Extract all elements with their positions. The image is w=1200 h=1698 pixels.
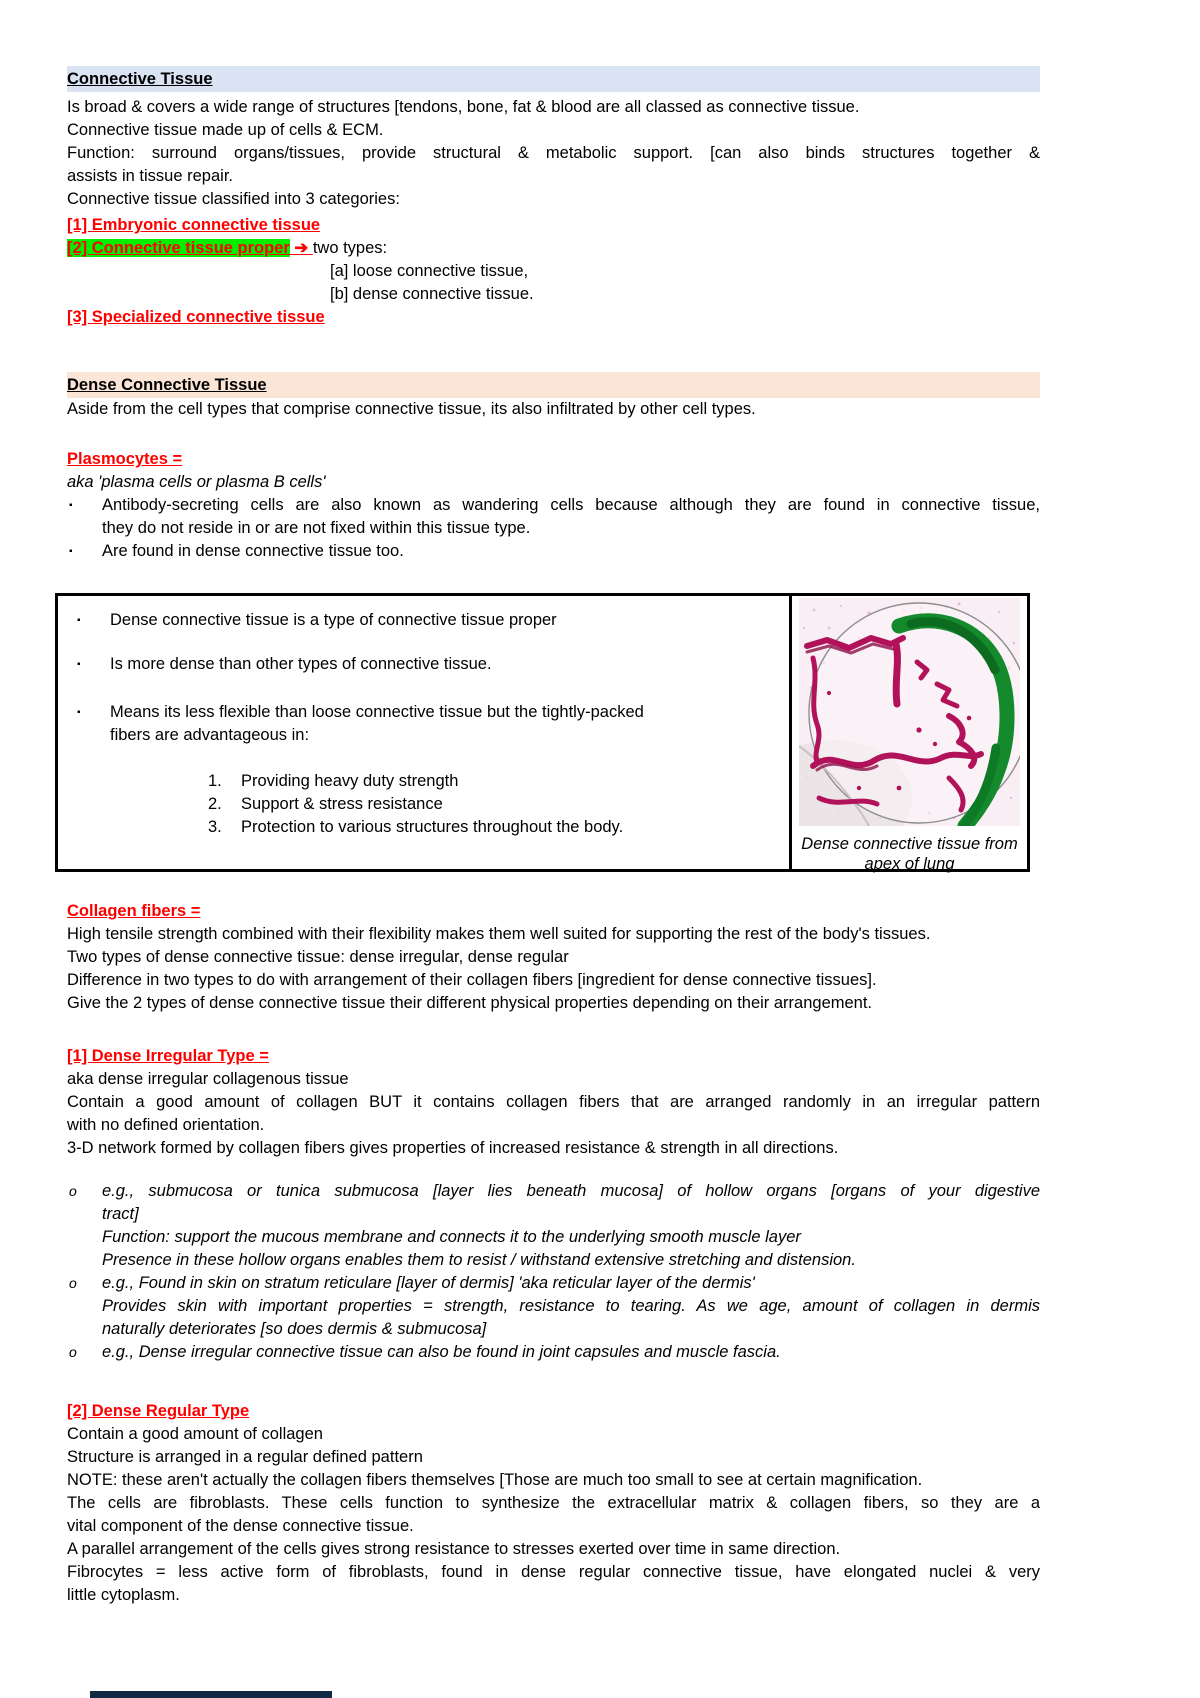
o-bullet-icon: o	[69, 1275, 77, 1291]
regular-line: vital component of the dense connective tissue.	[67, 1517, 414, 1535]
collagen-line: High tensile strength combined with their flexibility makes them well suited for supporting the rest of the body's tissues.	[67, 925, 931, 943]
next-page-heading-sliver	[90, 1691, 332, 1698]
caption-line: apex of lung	[864, 855, 955, 873]
regular-line: NOTE: these aren't actually the collagen fibers themselves [Those are much too small to see at certain magnification.	[67, 1471, 923, 1489]
o-bullet-icon: o	[69, 1183, 77, 1199]
section-body-line: Aside from the cell types that comprise connective tissue, its also infiltrated by other cell types.	[67, 400, 756, 418]
regular-line: The cells are fibroblasts. These cells function to synthesize the extracellular matrix & collagen fibers, so they are a	[67, 1494, 1040, 1512]
bullet-line: fibers are advantageous in:	[110, 726, 310, 744]
regular-line: little cytoplasm.	[67, 1586, 180, 1604]
regular-heading-row	[67, 1400, 1040, 1423]
category-2-suffix: two types:	[312, 239, 388, 257]
category-1-label: [1] Embryonic connective tissue	[67, 216, 321, 234]
example-item	[67, 1272, 1040, 1341]
intro-line: Is broad & covers a wide range of structures [tendons, bone, fat & blood are all classed as connective tissue.	[67, 98, 860, 116]
category-heading-1	[67, 214, 1040, 237]
bullet-item	[75, 701, 779, 747]
bullet-item	[67, 540, 1040, 563]
example-line: naturally deteriorates [so does dermis & submucosa]	[102, 1320, 487, 1338]
document-content	[67, 0, 1040, 1607]
spacer	[75, 747, 779, 770]
example-item	[67, 1180, 1040, 1272]
red-arrow-icon: ➔	[294, 239, 309, 257]
example-line: Function: support the mucous membrane and connects it to the underlying smooth muscle layer	[102, 1228, 801, 1246]
square-bullet-icon: ▪	[77, 659, 81, 670]
section-heading-dense: Dense Connective Tissue	[67, 376, 267, 394]
section-highlight-bar	[67, 372, 1040, 398]
plasmocytes-aka-line: aka 'plasma cells or plasma B cells'	[67, 473, 326, 491]
collagen-heading-row	[67, 900, 1040, 923]
regular-line: A parallel arrangement of the cells gives strong resistance to stresses exerted over time in same direction.	[67, 1540, 841, 1558]
bullet-line: Is more dense than other types of connective tissue.	[110, 655, 492, 673]
collagen-line: Difference in two types to do with arrangement of their collagen fibers [ingredient for dense connective tissues].	[67, 971, 877, 989]
irregular-heading-row	[67, 1045, 1040, 1068]
collagen-line: Give the 2 types of dense connective tissue their different physical properties depending on their arrangement.	[67, 994, 873, 1012]
example-line: e.g., Dense irregular connective tissue can also be found in joint capsules and muscle fascia.	[102, 1343, 781, 1361]
category-2-label: [2] Connective tissue proper	[67, 239, 290, 257]
category-2-sub-b: [b] dense connective tissue.	[330, 285, 534, 303]
list-number: 1.	[208, 772, 222, 790]
intro-line: Connective tissue made up of cells & ECM.	[67, 121, 384, 139]
collagen-line: Two types of dense connective tissue: dense irregular, dense regular	[67, 948, 569, 966]
bullet-line: Dense connective tissue is a type of connective tissue proper	[110, 611, 557, 629]
regular-heading: [2] Dense Regular Type	[67, 1402, 250, 1420]
bullet-line: Antibody-secreting cells are also known as wandering cells because although they are found in connective tissue,	[102, 496, 1040, 514]
infobox-text-cell	[58, 596, 789, 869]
bullet-line: Are found in dense connective tissue too.	[102, 542, 404, 560]
bullet-item	[75, 653, 779, 676]
intro-line: Connective tissue classified into 3 categories:	[67, 190, 400, 208]
category-2-sub-a: [a] loose connective tissue,	[330, 262, 529, 280]
spacer	[75, 632, 779, 653]
collagen-heading: Collagen fibers =	[67, 902, 201, 920]
regular-line: Contain a good amount of collagen	[67, 1425, 323, 1443]
infobox-image-cell	[789, 596, 1027, 873]
bullet-item	[67, 494, 1040, 540]
histology-micrograph-image	[799, 598, 1020, 826]
example-line: e.g., Found in skin on stratum reticulare [layer of dermis] 'aka reticular layer of the dermis'	[102, 1274, 755, 1292]
caption-line: Dense connective tissue from	[801, 835, 1018, 853]
numbered-item	[208, 793, 779, 816]
plasmocytes-heading-row	[67, 448, 1040, 471]
category-heading-2	[67, 237, 1040, 260]
category-heading-3	[67, 306, 1040, 329]
list-number: 3.	[208, 818, 222, 836]
irregular-line: Contain a good amount of collagen BUT it contains collagen fibers that are arranged randomly in an irregular pattern	[67, 1093, 1040, 1111]
square-bullet-icon: ▪	[69, 500, 73, 511]
example-item	[67, 1341, 1040, 1364]
example-line: Provides skin with important properties = strength, resistance to tearing. As we age, amount of collagen in dermis	[102, 1297, 1040, 1315]
bullet-text	[102, 540, 1040, 563]
bullet-line: Means its less flexible than loose connective tissue but the tightly-packed	[110, 703, 644, 721]
image-caption	[799, 834, 1020, 874]
intro-line: assists in tissue repair.	[67, 167, 233, 185]
title-highlight-bar	[67, 66, 1040, 92]
numbered-item	[208, 816, 779, 839]
regular-line: Structure is arranged in a regular defined pattern	[67, 1448, 423, 1466]
category-3-label: [3] Specialized connective tissue	[67, 308, 325, 326]
intro-line: Function: surround organs/tissues, provide structural & metabolic support. [can also binds structures together &	[67, 144, 1040, 162]
dense-tissue-infobox	[55, 593, 1030, 872]
numbered-line: Providing heavy duty strength	[241, 772, 459, 790]
irregular-line: aka dense irregular collagenous tissue	[67, 1070, 349, 1088]
spacer	[75, 676, 779, 701]
plasmocytes-heading: Plasmocytes =	[67, 450, 183, 468]
example-line: e.g., submucosa or tunica submucosa [layer lies beneath mucosa] of hollow organs [organs of your digestive	[102, 1182, 1040, 1200]
numbered-item	[208, 770, 779, 793]
square-bullet-icon: ▪	[77, 615, 81, 626]
irregular-heading: [1] Dense Irregular Type =	[67, 1047, 269, 1065]
examples-list	[67, 1180, 1040, 1364]
bullet-text	[102, 494, 1040, 540]
example-line: tract]	[102, 1205, 139, 1223]
o-bullet-icon: o	[69, 1344, 77, 1360]
square-bullet-icon: ▪	[77, 707, 81, 718]
irregular-line: with no defined orientation.	[67, 1116, 265, 1134]
list-number: 2.	[208, 795, 222, 813]
example-line: Presence in these hollow organs enables them to resist / withstand extensive stretching and distension.	[102, 1251, 856, 1269]
irregular-line: 3-D network formed by collagen fibers gives properties of increased resistance & strength in all directions.	[67, 1139, 839, 1157]
page-title: Connective Tissue	[67, 70, 213, 88]
regular-line: Fibrocytes = less active form of fibroblasts, found in dense regular connective tissue, have elongated nuclei & very	[67, 1563, 1040, 1581]
bullet-line: they do not reside in or are not fixed within this tissue type.	[102, 519, 531, 537]
bullet-item	[75, 609, 779, 632]
square-bullet-icon: ▪	[69, 546, 73, 557]
numbered-line: Protection to various structures throughout the body.	[241, 818, 624, 836]
numbered-line: Support & stress resistance	[241, 795, 443, 813]
